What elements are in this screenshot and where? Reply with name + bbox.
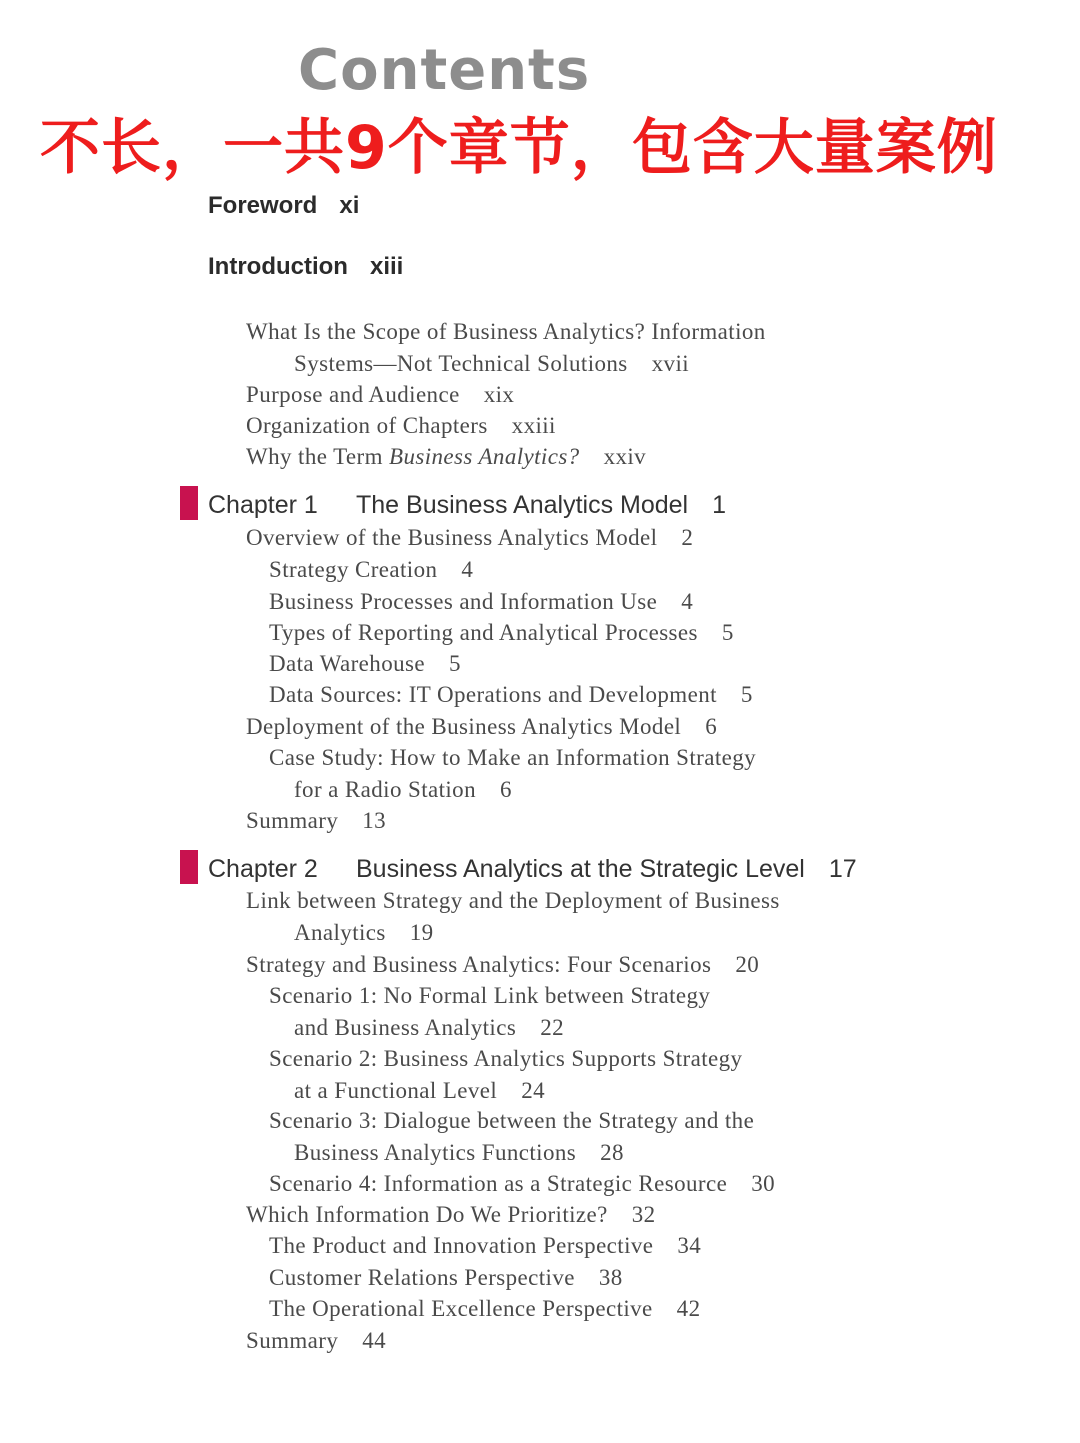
toc-entry-page: 24 — [521, 1078, 546, 1103]
toc-entry-page: xix — [483, 382, 515, 407]
chapter-marker — [180, 486, 198, 520]
toc-entry-title: Types of Reporting and Analytical Processes — [269, 620, 698, 645]
toc-entry-page: xxiv — [603, 444, 647, 469]
toc-subentry[interactable] — [269, 679, 753, 710]
toc-entry-title: Link between Strategy and the Deployment of Business — [246, 888, 780, 913]
toc-entry-title: The Product and Innovation Perspective — [269, 1233, 654, 1258]
chapter-page: 1 — [712, 491, 727, 519]
chapter-page: 17 — [828, 855, 857, 883]
toc-entry-title: Introduction — [208, 253, 348, 280]
toc-entry-continued[interactable] — [294, 348, 689, 379]
toc-entry[interactable] — [246, 522, 693, 553]
toc-entry-title: Deployment of the Business Analytics Model — [246, 714, 682, 739]
toc-entry[interactable] — [246, 949, 759, 980]
toc-entry-page: 34 — [677, 1233, 702, 1258]
toc-entry[interactable] — [246, 1199, 656, 1230]
toc-entry-title: for a Radio Station — [294, 777, 476, 802]
chapter-label: Chapter 2 — [208, 855, 318, 883]
toc-entry[interactable] — [246, 885, 780, 916]
toc-subentry[interactable] — [269, 1293, 700, 1324]
toc-subentry-continued[interactable] — [294, 1137, 624, 1168]
toc-subentry-continued[interactable] — [294, 774, 512, 805]
toc-entry-page: 20 — [735, 952, 760, 977]
toc-entry-page: 13 — [362, 808, 387, 833]
toc-entry[interactable] — [246, 441, 646, 472]
contents-heading: Contents — [298, 38, 591, 103]
toc-subentry[interactable] — [269, 1105, 754, 1136]
toc-entry-page: 19 — [409, 920, 434, 945]
toc-entry[interactable] — [246, 805, 386, 836]
toc-subentry[interactable] — [269, 1262, 623, 1293]
toc-entry-page: xxiii — [511, 413, 556, 438]
toc-entry-page: 38 — [598, 1265, 623, 1290]
toc-entry-title: Purpose and Audience — [246, 382, 460, 407]
toc-entry-title: Summary — [246, 808, 339, 833]
toc-subentry[interactable] — [269, 742, 756, 773]
toc-entry-title: Which Information Do We Prioritize? — [246, 1202, 608, 1227]
toc-entry-title-italic: Business Analytics? — [389, 444, 580, 469]
toc-entry-page: 44 — [362, 1328, 387, 1353]
toc-entry-title: Strategy Creation — [269, 557, 438, 582]
toc-entry-introduction[interactable] — [208, 253, 403, 281]
toc-subentry-continued[interactable] — [294, 1075, 545, 1106]
chapter-title: Business Analytics at the Strategic Level — [356, 855, 805, 883]
toc-subentry[interactable] — [269, 586, 693, 617]
toc-entry-title: Data Warehouse — [269, 651, 425, 676]
toc-entry-title: Scenario 2: Business Analytics Supports Strategy — [269, 1046, 743, 1071]
toc-entry-title: Overview of the Business Analytics Model — [246, 525, 658, 550]
toc-entry-page: 22 — [540, 1015, 564, 1040]
toc-subentry[interactable] — [269, 980, 710, 1011]
toc-entry-page: xi — [339, 192, 360, 219]
toc-entry-continued[interactable] — [294, 917, 434, 948]
chapter-heading[interactable] — [208, 852, 857, 886]
toc-entry-page: 5 — [740, 682, 753, 707]
toc-entry-page: 42 — [676, 1296, 701, 1321]
toc-entry[interactable] — [246, 410, 556, 441]
toc-entry-title: Organization of Chapters — [246, 413, 488, 438]
toc-subentry[interactable] — [269, 1168, 775, 1199]
chapter-title: The Business Analytics Model — [356, 491, 689, 519]
toc-subentry[interactable] — [269, 1230, 701, 1261]
toc-entry-title: The Operational Excellence Perspective — [269, 1296, 653, 1321]
toc-entry-title: Data Sources: IT Operations and Development — [269, 682, 717, 707]
toc-entry-title: Systems—Not Technical Solutions — [294, 351, 628, 376]
toc-entry-page: 28 — [600, 1140, 624, 1165]
toc-entry-title: Case Study: How to Make an Information Strategy — [269, 745, 757, 770]
toc-entry-title: Summary — [246, 1328, 339, 1353]
toc-entry[interactable] — [246, 316, 766, 347]
toc-entry-page: 5 — [721, 620, 734, 645]
toc-entry-title: and Business Analytics — [294, 1015, 517, 1040]
toc-entry-page: 30 — [751, 1171, 776, 1196]
toc-entry-title: Customer Relations Perspective — [269, 1265, 575, 1290]
toc-subentry[interactable] — [269, 648, 461, 679]
toc-entry-foreword[interactable] — [208, 192, 359, 220]
overlay-caption: 不长，一共9个章节，包含大量案例 — [40, 113, 998, 183]
toc-subentry-continued[interactable] — [294, 1012, 564, 1043]
toc-entry-page: xiii — [369, 253, 404, 280]
toc-entry-title: Why the Term — [246, 444, 390, 469]
chapter-marker — [180, 850, 198, 884]
toc-entry-title: What Is the Scope of Business Analytics? Information — [246, 319, 766, 344]
toc-subentry[interactable] — [269, 617, 734, 648]
toc-entry-page: 6 — [705, 714, 718, 739]
toc-subentry[interactable] — [269, 554, 473, 585]
toc-entry-title: Scenario 1: No Formal Link between Strategy — [269, 983, 711, 1008]
toc-subentry[interactable] — [269, 1043, 742, 1074]
toc-entry[interactable] — [246, 711, 717, 742]
toc-entry-page: 2 — [681, 525, 694, 550]
toc-entry[interactable] — [246, 1325, 386, 1356]
toc-entry-title: Business Processes and Information Use — [269, 589, 658, 614]
toc-entry-title: Foreword — [208, 192, 318, 219]
toc-entry-page: 6 — [500, 777, 512, 802]
chapter-label: Chapter 1 — [208, 491, 318, 519]
toc-entry-page: xvii — [651, 351, 690, 376]
toc-entry-page: 4 — [461, 557, 474, 582]
toc-entry-title: Business Analytics Functions — [294, 1140, 577, 1165]
toc-entry-title: at a Functional Level — [294, 1078, 498, 1103]
toc-entry[interactable] — [246, 379, 514, 410]
toc-entry-title: Analytics — [294, 920, 386, 945]
toc-entry-title: Scenario 4: Information as a Strategic Resource — [269, 1171, 728, 1196]
toc-entry-page: 4 — [681, 589, 694, 614]
toc-entry-title: Strategy and Business Analytics: Four Scenarios — [246, 952, 712, 977]
toc-entry-title: Scenario 3: Dialogue between the Strategy and the — [269, 1108, 755, 1133]
chapter-heading[interactable] — [208, 488, 726, 522]
toc-entry-page: 5 — [448, 651, 461, 676]
toc-entry-page: 32 — [631, 1202, 656, 1227]
